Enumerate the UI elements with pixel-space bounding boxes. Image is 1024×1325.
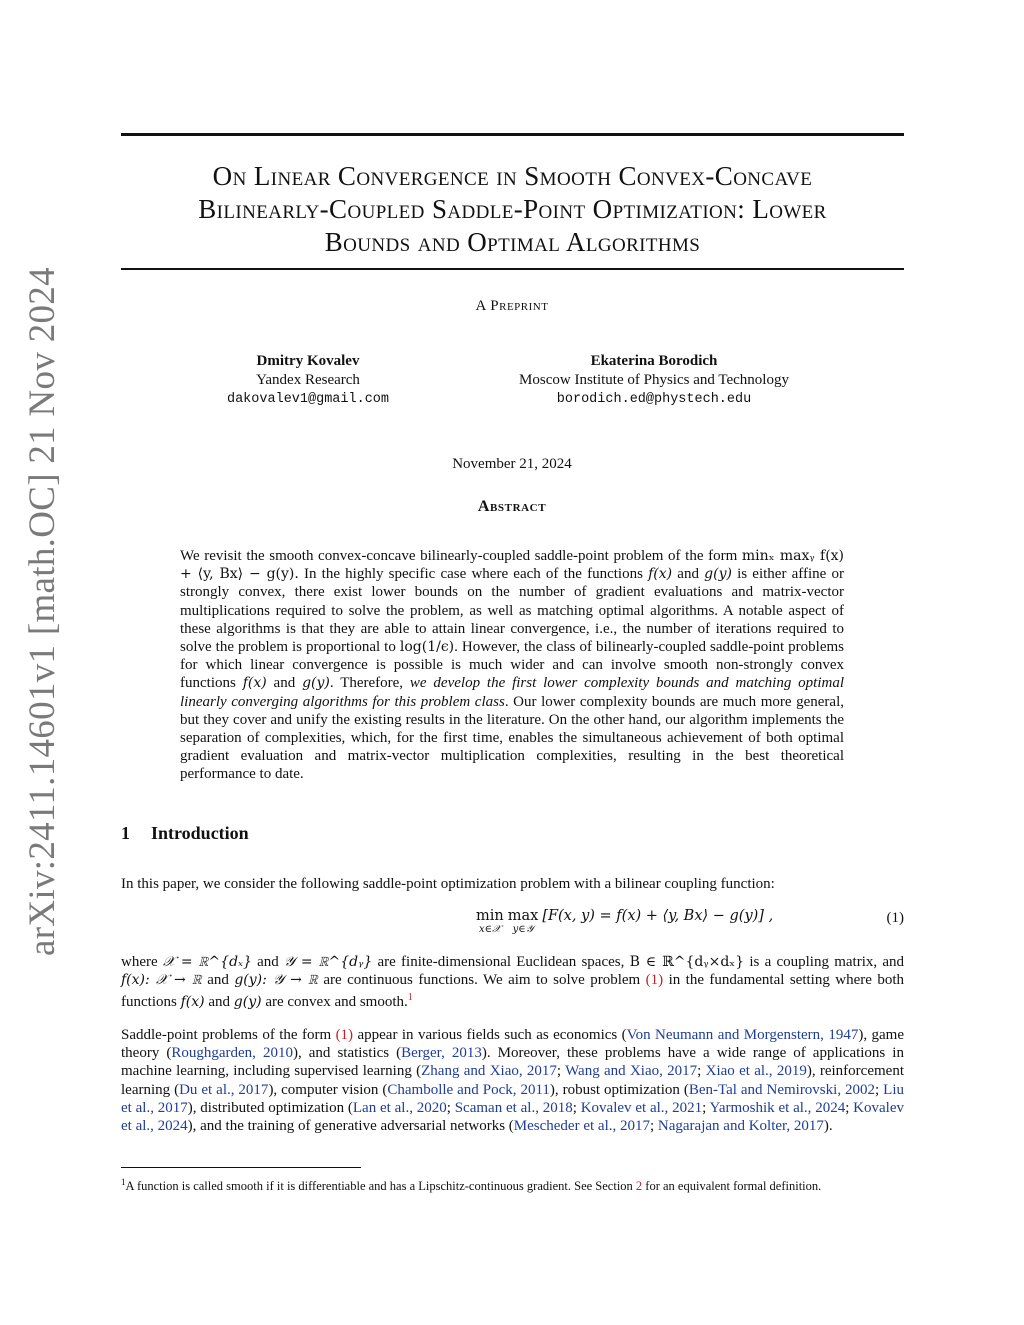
abstract-formula: minₓ maxᵧ f(x) + ⟨y, Bx⟩ − g(y). (180, 548, 845, 583)
footnote-rule (121, 1167, 361, 1168)
math-log: log(1/ϵ) (399, 639, 455, 656)
text-run: ; (845, 1099, 854, 1116)
citation-link[interactable]: Liu et al., 2017 (121, 1081, 904, 1116)
citation-link[interactable]: Roughgarden, 2010 (171, 1045, 293, 1062)
text-run: ), distributed optimization ( (187, 1099, 353, 1116)
title-top-rule (121, 133, 904, 136)
text-run: appear in various fields such as economics ( (353, 1027, 627, 1043)
title-bottom-rule (121, 268, 904, 270)
citation-link[interactable]: Wang and Xiao, 2017 (565, 1063, 698, 1080)
eq-min-op: min (476, 908, 504, 924)
eq-min-sub: x∈𝒳 (479, 924, 501, 935)
text-run: ; (875, 1081, 884, 1098)
text-run: for an equivalent formal definition. (642, 1179, 822, 1194)
arxiv-identifier: arXiv:2411.14601v1 [math.OC] 21 Nov 2024 (22, 267, 63, 956)
section-title: Introduction (151, 823, 249, 843)
citation-link[interactable]: Scaman et al., 2018 (454, 1099, 573, 1116)
text-run: ; (697, 1063, 706, 1080)
citation-link[interactable]: Nagarajan and Kolter, 2017 (657, 1118, 824, 1135)
eq-min (476, 908, 504, 935)
text-run: ; (556, 1063, 566, 1080)
text-run: ), robust optimization ( (549, 1081, 689, 1098)
author-email[interactable]: borodich.ed@phystech.edu (556, 392, 752, 407)
citation-link[interactable]: Chambolle and Pock, 2011 (387, 1081, 550, 1098)
text-run: ; (649, 1118, 658, 1135)
intro-paragraph-1: In this paper, we consider the following saddle-point optimization problem with a bilinear coupling function: (121, 876, 775, 892)
text-run: ). (823, 1118, 833, 1135)
text-run: and (251, 954, 285, 970)
citation-link[interactable]: Zhang and Xiao, 2017 (421, 1063, 557, 1080)
equation-ref-link[interactable]: (1) (335, 1027, 354, 1043)
text-run: ), and the training of generative adversarial networks ( (187, 1118, 514, 1135)
math-gy: g(y) (233, 994, 262, 1011)
title-line-1: On Linear Convergence in Smooth Convex-Concave (212, 161, 813, 191)
text-run: in the fundamental setting where both functions (121, 972, 904, 1011)
math-fx: f(x) (180, 994, 205, 1011)
intro-paragraph-2 (121, 953, 904, 1012)
text-run: Saddle-point problems of the form (121, 1027, 336, 1043)
text-run: is a coupling matrix, and (744, 954, 904, 970)
author-affiliation: Yandex Research (256, 372, 360, 388)
text-run: ; (446, 1099, 455, 1116)
text-run: are finite-dimensional Euclidean spaces, (372, 954, 630, 970)
eq-max-sub: y∈𝒴 (512, 924, 534, 935)
preprint-label: A Preprint (475, 298, 549, 314)
citation-link[interactable]: Von Neumann and Morgenstern, 1947 (626, 1027, 859, 1043)
author-email[interactable]: dakovalev1@gmail.com (226, 392, 390, 407)
author-block-2 (484, 352, 824, 409)
math-y-space: 𝒴 = ℝ^{dᵧ} (284, 954, 373, 970)
section-heading (121, 823, 249, 844)
text-run: are continuous functions. We aim to solve problem (317, 972, 646, 989)
equation-1 (121, 906, 904, 940)
text-run: ). Moreover, these problems have a wide range of applications in machine learning, including supervised learning ( (121, 1045, 904, 1080)
footnote-mark: 1 (121, 1177, 126, 1187)
math-x-space: 𝒳 = ℝ^{dₓ} (162, 954, 252, 970)
paper-title (121, 160, 904, 259)
abstract-run: is either affine or strongly convex, there exist lower bounds on the number of gradient evaluations and matrix-vector multiplications required to solve the problem, as well as matching optimal algorithms. A notable aspect of these algorithms is that they are able to attain linear convergence, i.e., the number of iterations required to solve the problem is proportional to (180, 566, 844, 656)
citation-link[interactable]: Xiao et al., 2019 (705, 1063, 807, 1080)
abstract-run: and (266, 675, 303, 692)
title-line-3: Bounds and Optimal Algorithms (324, 227, 701, 257)
citation-link[interactable]: Du et al., 2017 (179, 1081, 269, 1098)
math-gy: g(y) (704, 566, 732, 583)
text-run: ), game theory ( (121, 1027, 905, 1062)
math-fx: f(x) (648, 566, 673, 583)
math-b-matrix: B ∈ ℝ^{dᵧ×dₓ} (629, 954, 745, 970)
text-run: ), computer vision ( (268, 1081, 388, 1098)
abstract-text (180, 547, 844, 784)
footnote-marker[interactable]: 1 (407, 992, 413, 1004)
intro-paragraph-3 (121, 1026, 904, 1135)
citation-link[interactable]: Mescheder et al., 2017 (513, 1118, 650, 1135)
abstract-run: . Therefore, (329, 675, 410, 692)
title-line-2: Bilinearly-Coupled Saddle-Point Optimization: Lower (198, 194, 827, 224)
math-g-map: g(y): 𝒴 → ℝ (234, 972, 318, 989)
abstract-emphasis: we develop the first lower complexity bounds and matching optimal linearly converging algorithms for this problem class (180, 675, 845, 710)
abstract-run: In the highly specific case where each of the functions (298, 566, 649, 583)
abstract-run: and (672, 566, 705, 583)
text-run: A function is called smooth if it is differentiable and has a Lipschitz-continuous gradient. See Section (125, 1179, 636, 1194)
math-f-map: f(x): 𝒳 → ℝ (121, 972, 202, 989)
text-run: and (204, 994, 234, 1011)
citation-link[interactable]: Kovalev et al., 2024 (121, 1099, 904, 1135)
abstract-run: . Our lower complexity bounds are much more general, but they cover and unify the existing results in the literature. On the other hand, our algorithm implements the separation of complexities, which, for the first time, enables the simultaneous achievement of both optimal gradient evaluation and matrix-vector multiplication complexities, resulting in the best theoretical performance to date. (180, 693, 845, 783)
citation-link[interactable]: Yarmoshik et al., 2024 (709, 1099, 846, 1116)
text-run: are convex and smooth. (261, 994, 408, 1011)
equation-number: (1) (886, 910, 904, 926)
abstract-run: . However, the class of bilinearly-coupled saddle-point problems for which linear convergence is possible is much wider and can involve smooth non-strongly convex functions (180, 639, 844, 692)
text-run: ), and statistics ( (292, 1045, 402, 1062)
author-name: Dmitry Kovalev (256, 353, 360, 369)
math-fx: f(x) (242, 675, 267, 692)
text-run: ; (702, 1099, 710, 1116)
text-run: ; (572, 1099, 581, 1116)
section-number: 1 (121, 823, 130, 843)
text-run: and (201, 972, 235, 989)
footnote (121, 1174, 904, 1194)
eq-body: [F(x, y) = f(x) + ⟨y, Bx⟩ − g(y)] , (542, 908, 774, 924)
text-run: where (121, 954, 163, 970)
section-ref-link[interactable]: 2 (635, 1179, 643, 1194)
abstract-heading: Abstract (477, 498, 547, 515)
author-name: Ekaterina Borodich (590, 353, 718, 369)
citation-link[interactable]: Kovalev et al., 2021 (580, 1099, 703, 1116)
eq-max (508, 908, 539, 935)
equation-ref-link[interactable]: (1) (645, 972, 664, 989)
math-gy: g(y) (302, 675, 330, 692)
citation-link[interactable]: Ben-Tal and Nemirovski, 2002 (688, 1081, 876, 1098)
eq-max-op: max (507, 908, 539, 924)
citation-link[interactable]: Lan et al., 2020 (352, 1099, 447, 1116)
citation-link[interactable]: Berger, 2013 (401, 1045, 482, 1062)
abstract-run: We revisit the smooth convex-concave bilinearly-coupled saddle-point problem of the form (180, 548, 738, 564)
author-affiliation: Moscow Institute of Physics and Technology (519, 372, 789, 388)
publication-date: November 21, 2024 (452, 456, 572, 472)
author-block-1 (190, 352, 426, 409)
text-run: ), reinforcement learning ( (121, 1063, 904, 1098)
